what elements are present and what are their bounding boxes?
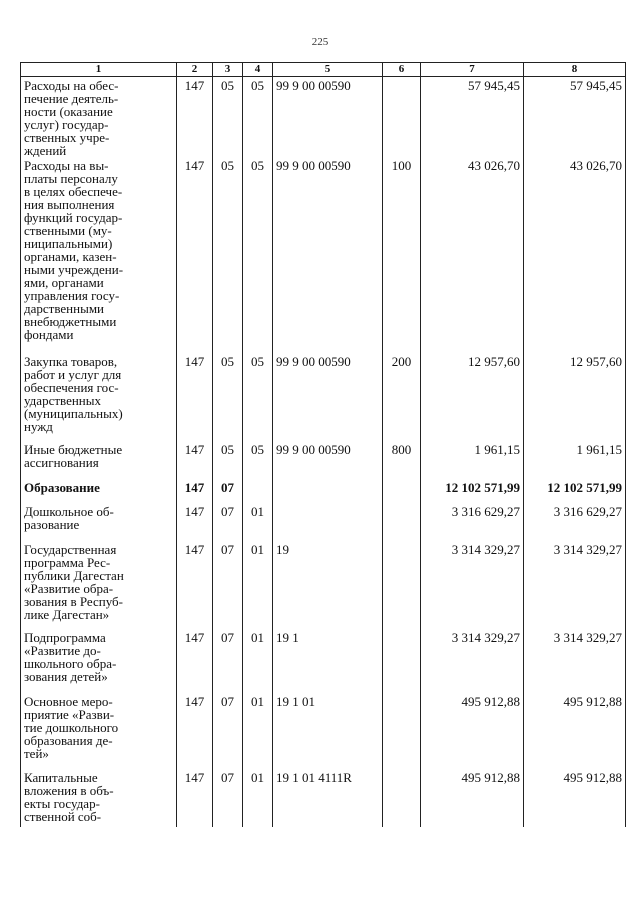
ministry-code-cell: 147 — [177, 769, 213, 827]
column-header: 1 — [21, 63, 177, 77]
section-code-cell: 07 — [213, 541, 243, 629]
target-article-cell: 19 1 — [273, 629, 383, 693]
amount-cell: 57 945,45 — [524, 77, 626, 158]
amount-cell: 3 316 629,27 — [421, 503, 524, 541]
target-article-cell: 19 — [273, 541, 383, 629]
amount-cell: 1 961,15 — [421, 441, 524, 479]
section-code-cell: 07 — [213, 769, 243, 827]
target-article-cell: 99 9 00 00590 — [273, 353, 383, 441]
target-article-cell: 19 1 01 4111R — [273, 769, 383, 827]
table-row — [21, 769, 626, 827]
subsection-code-cell: 05 — [243, 441, 273, 479]
section-code-cell: 05 — [213, 441, 243, 479]
subsection-code-cell: 05 — [243, 157, 273, 353]
target-article-cell: 99 9 00 00590 — [273, 441, 383, 479]
amount-cell: 3 314 329,27 — [421, 629, 524, 693]
amount-cell: 43 026,70 — [421, 157, 524, 353]
amount-cell: 1 961,15 — [524, 441, 626, 479]
subsection-code-cell: 01 — [243, 769, 273, 827]
amount-cell: 495 912,88 — [524, 769, 626, 827]
subsection-code-cell: 01 — [243, 693, 273, 769]
row-name-cell: Основное меро- приятие «Разви- тие дошкольного образования де- тей» — [21, 693, 177, 769]
section-code-cell: 07 — [213, 479, 243, 503]
expense-type-cell — [383, 479, 421, 503]
expense-type-cell: 100 — [383, 157, 421, 353]
column-header: 5 — [273, 63, 383, 77]
table-row — [21, 77, 626, 158]
amount-cell: 12 957,60 — [421, 353, 524, 441]
amount-cell: 3 314 329,27 — [421, 541, 524, 629]
column-header: 4 — [243, 63, 273, 77]
ministry-code-cell: 147 — [177, 353, 213, 441]
expense-type-cell — [383, 541, 421, 629]
row-name-cell: Государственная программа Рес- публики Дагестан «Развитие обра- зования в Респуб- лике Дагестан» — [21, 541, 177, 629]
table-header-row — [21, 63, 626, 77]
row-name-cell: Капитальные вложения в объ- екты государ- ственной соб- — [21, 769, 177, 827]
row-name-cell: Дошкольное об- разование — [21, 503, 177, 541]
section-code-cell: 05 — [213, 353, 243, 441]
amount-cell: 3 314 329,27 — [524, 541, 626, 629]
amount-cell: 43 026,70 — [524, 157, 626, 353]
section-code-cell: 05 — [213, 77, 243, 158]
table-row — [21, 629, 626, 693]
ministry-code-cell: 147 — [177, 441, 213, 479]
expense-type-cell — [383, 503, 421, 541]
column-header: 3 — [213, 63, 243, 77]
subsection-code-cell: 01 — [243, 503, 273, 541]
column-header: 8 — [524, 63, 626, 77]
row-name-cell: Расходы на вы- платы персоналу в целях обеспече- ния выполнения функций государ- ственными (му- ниципальными) органами, казен- ными учреждени- ями, органами управления госу- дарственными внебюджетными фондами — [21, 157, 177, 353]
target-article-cell: 19 1 01 — [273, 693, 383, 769]
subsection-code-cell — [243, 479, 273, 503]
ministry-code-cell: 147 — [177, 541, 213, 629]
table-row — [21, 541, 626, 629]
column-header: 7 — [421, 63, 524, 77]
expense-type-cell: 200 — [383, 353, 421, 441]
expense-type-cell — [383, 769, 421, 827]
subsection-code-cell: 05 — [243, 77, 273, 158]
row-name-cell: Расходы на обес- печение деятель- ности (оказание услуг) государ- ственных учре- ждений — [21, 77, 177, 158]
amount-cell: 3 316 629,27 — [524, 503, 626, 541]
table-row — [21, 441, 626, 479]
expense-type-cell — [383, 77, 421, 158]
section-code-cell: 07 — [213, 629, 243, 693]
table-body — [21, 77, 626, 828]
ministry-code-cell: 147 — [177, 479, 213, 503]
row-name-cell: Иные бюджетные ассигнования — [21, 441, 177, 479]
ministry-code-cell: 147 — [177, 629, 213, 693]
amount-cell: 3 314 329,27 — [524, 629, 626, 693]
ministry-code-cell: 147 — [177, 77, 213, 158]
page-number: 225 — [311, 36, 329, 48]
subsection-code-cell: 05 — [243, 353, 273, 441]
amount-cell: 12 957,60 — [524, 353, 626, 441]
row-name-cell: Образование — [21, 479, 177, 503]
section-code-cell: 05 — [213, 157, 243, 353]
amount-cell: 495 912,88 — [524, 693, 626, 769]
expense-type-cell: 800 — [383, 441, 421, 479]
amount-cell: 495 912,88 — [421, 769, 524, 827]
subsection-code-cell: 01 — [243, 541, 273, 629]
table-row — [21, 693, 626, 769]
table-row — [21, 353, 626, 441]
target-article-cell — [273, 479, 383, 503]
table-row — [21, 503, 626, 541]
ministry-code-cell: 147 — [177, 503, 213, 541]
section-code-cell: 07 — [213, 503, 243, 541]
target-article-cell: 99 9 00 00590 — [273, 77, 383, 158]
budget-table — [20, 62, 626, 827]
amount-cell: 12 102 571,99 — [421, 479, 524, 503]
column-header: 2 — [177, 63, 213, 77]
target-article-cell — [273, 503, 383, 541]
ministry-code-cell: 147 — [177, 157, 213, 353]
column-header: 6 — [383, 63, 421, 77]
amount-cell: 57 945,45 — [421, 77, 524, 158]
table-row — [21, 157, 626, 353]
expense-type-cell — [383, 629, 421, 693]
amount-cell: 495 912,88 — [421, 693, 524, 769]
subsection-code-cell: 01 — [243, 629, 273, 693]
target-article-cell: 99 9 00 00590 — [273, 157, 383, 353]
section-code-cell: 07 — [213, 693, 243, 769]
amount-cell: 12 102 571,99 — [524, 479, 626, 503]
table-row — [21, 479, 626, 503]
row-name-cell: Подпрограмма «Развитие до- школьного обра- зования детей» — [21, 629, 177, 693]
expense-type-cell — [383, 693, 421, 769]
ministry-code-cell: 147 — [177, 693, 213, 769]
row-name-cell: Закупка товаров, работ и услуг для обеспечения гос- ударственных (муниципальных) нужд — [21, 353, 177, 441]
